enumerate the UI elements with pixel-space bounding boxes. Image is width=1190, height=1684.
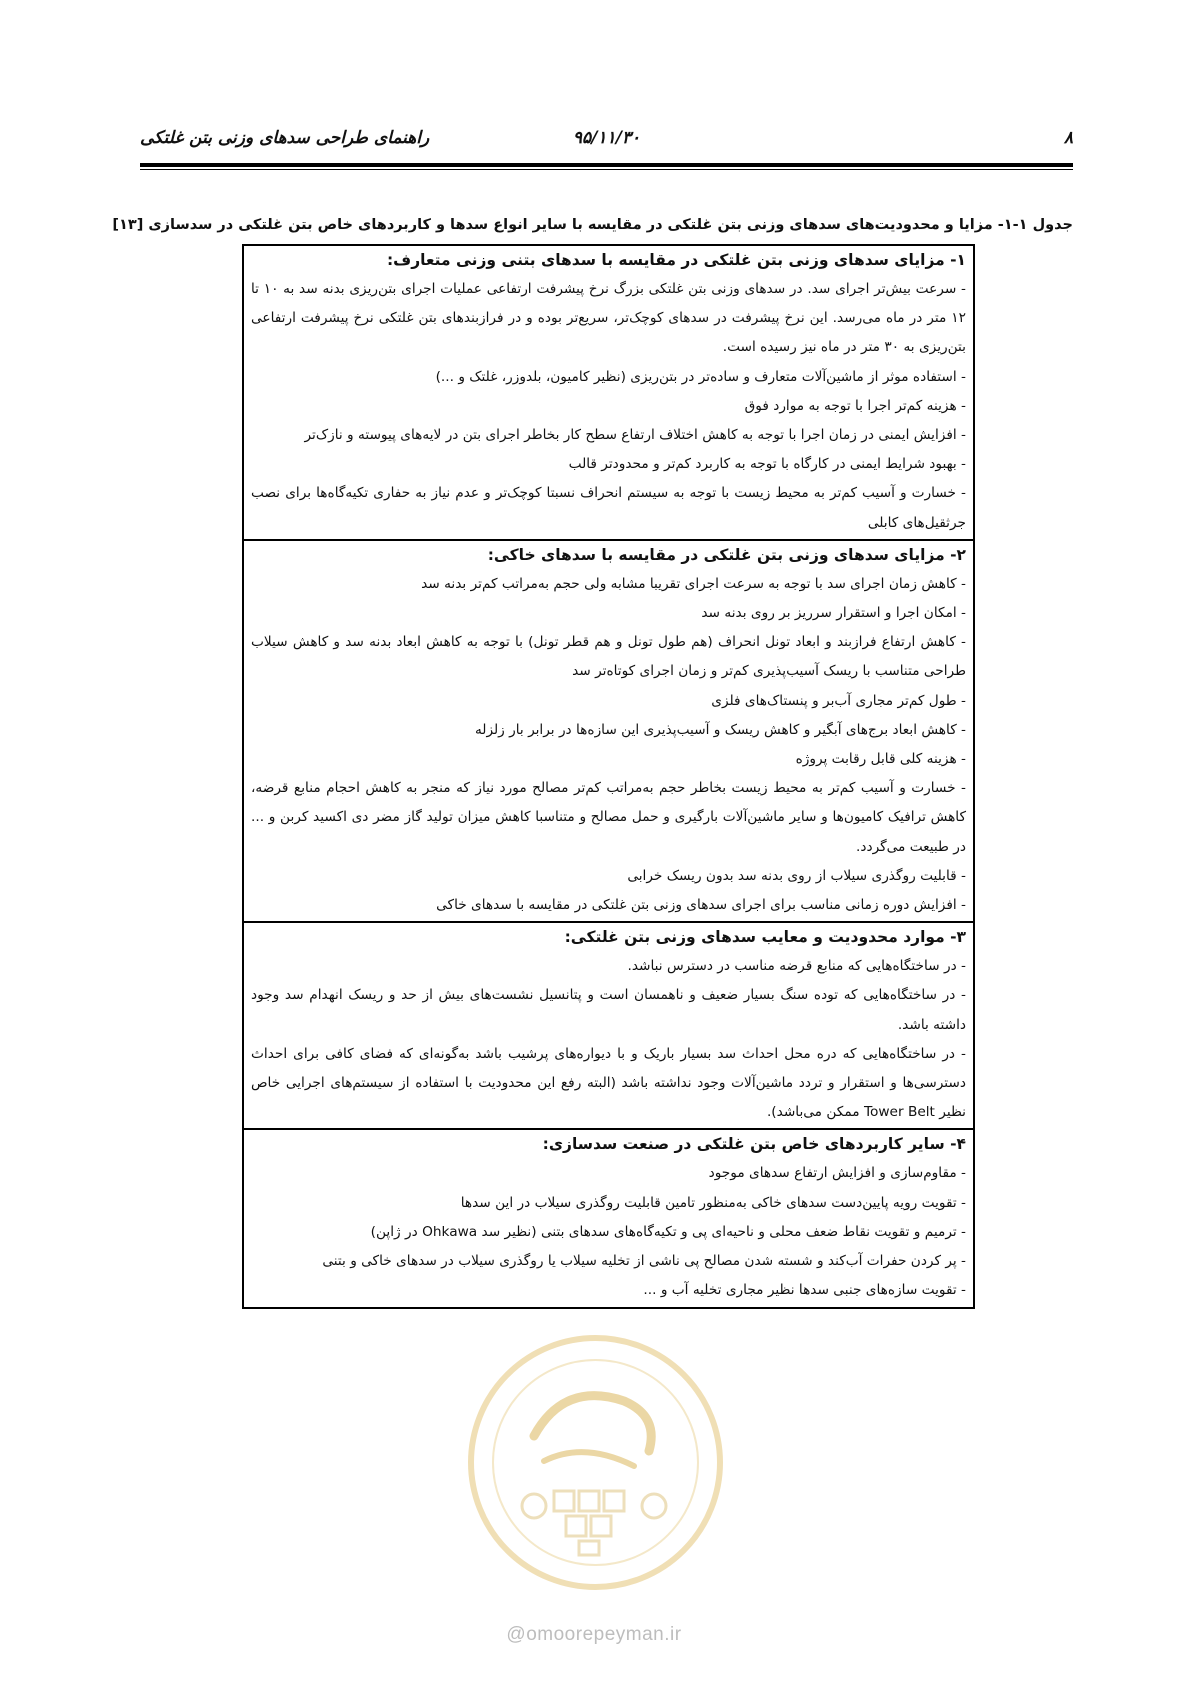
list-item: - سرعت بیش‌تر اجرای سد. در سدهای وزنی بتن غلتکی بزرگ نرخ پیشرفت ارتفاعی عملیات اجرای بتن‌ریزی بدنه سد به ۱۰ تا ۱۲ متر در ماه می‌رسد. این نرخ پیشرفت در سدهای کوچک‌تر، سریع‌تر بوده و در فرازبندهای بتن غلتکی نرخ پیشرفت ارتفاعی بتن‌ریزی به ۳۰ متر در ماه نیز رسیده است. [251,281,966,356]
list-item: - ترمیم و تقویت نقاط ضعف محلی و ناحیه‌ای پی و تکیه‌گاه‌های سدهای بتنی (نظیر سد Ohkawa در ژاپن) [370,1223,966,1240]
list-item: - خسارت و آسیب کم‌تر به محیط زیست بخاطر حجم به‌مراتب کم‌تر مصالح مورد نیاز که منجر به کاهش احجام منابع قرضه، کاهش ترافیک کامیون‌ها و سایر ماشین‌آلات بارگیری و حمل مصالح و متناسبا کاهش میزان تولید گاز مضر دی اکسید کربن و ... در طبیعت می‌گردد. [251,780,966,855]
list-item: - در ساختگاه‌هایی که توده سنگ بسیار ضعیف و ناهمسان است و پتانسیل نشست‌های بیش از حد و ریسک انهدام سد وجود داشته باشد. [251,987,966,1033]
list-item: - تقویت سازه‌های جنبی سدها نظیر مجاری تخلیه آب و ... [643,1282,966,1299]
header-rule-thick [140,163,1073,167]
list-item: - امکان اجرا و استقرار سرریز بر روی بدنه سد [701,605,966,622]
page-header [140,128,1073,154]
table-section [244,246,973,541]
list-item: - در ساختگاه‌هایی که منابع قرضه مناسب در دسترس نباشد. [627,958,966,975]
list-item: - تقویت رویه پایین‌دست سدهای خاکی به‌منظور تامین قابلیت روگذری سیلاب در این سدها [460,1194,966,1211]
table-caption: جدول ۱-۱- مزایا و محدودیت‌های سدهای وزنی بتن غلتکی در مقایسه با سایر انواع سدها و کاربردهای خاص بتن غلتکی در سدسازی [۱۳] [112,217,1073,233]
header-rule-thin [140,169,1073,170]
list-item: - خسارت و آسیب کم‌تر به محیط زیست با توجه به سیستم انحراف نسبتا کوچک‌تر و عدم نیاز به حفاری تکیه‌گاه‌ها برای نصب جرثقیل‌های کابلی [251,485,966,531]
header-date: ۹۵/۱۱/۳۰ [572,128,641,148]
list-item: - بهبود شرایط ایمنی در کارگاه با توجه به کاربرد کم‌تر و محدودتر قالب [568,456,966,473]
table-section [244,541,973,923]
list-item: - هزینه کلی قابل رقابت پروژه [795,751,966,768]
list-item: - قابلیت روگذری سیلاب از روی بدنه سد بدون ریسک خرابی [627,867,966,884]
list-item: - هزینه کم‌تر اجرا با توجه به موارد فوق [744,397,966,414]
section-heading: ۱- مزایای سدهای وزنی بتن غلتکی در مقایسه با سدهای بتنی وزنی متعارف: [386,251,966,269]
seal-graphic [474,1341,717,1584]
section-heading: ۲- مزایای سدهای وزنی بتن غلتکی در مقایسه با سدهای خاکی: [487,545,966,564]
list-item: - کاهش ابعاد برج‌های آبگیر و کاهش ریسک و آسیب‌پذیری این سازه‌ها در برابر بار زلزله [474,721,966,738]
list-item: - طول کم‌تر مجاری آب‌بر و پنستاک‌های فلزی [711,692,966,709]
list-item: - مقاوم‌سازی و افزایش ارتفاع سدهای موجود [708,1165,966,1182]
list-item: - افزایش ایمنی در زمان اجرا با توجه به کاهش اختلاف ارتفاع سطح کار بخاطر اجرای بتن در لایه‌های پیوسته و نازک‌تر [304,427,966,444]
list-item: - استفاده موثر از ماشین‌آلات متعارف و ساده‌تر در بتن‌ریزی (نظیر کامیون، بلدوزر، غلتک و ...) [435,368,966,385]
table-section [244,1130,973,1306]
running-title: راهنمای طراحی سدهای وزنی بتن غلتکی [140,128,430,148]
watermark-site: @omoorepeyman.ir [506,1624,682,1645]
section-heading: ۳- موارد محدودیت و معایب سدهای وزنی بتن غلتکی: [564,928,966,947]
table-section [244,923,973,1130]
list-item: - کاهش ارتفاع فرازبند و ابعاد تونل انحراف (هم طول تونل و هم قطر تونل) با توجه به کاهش ابعاد بدنه سد و کاهش سیلاب طراحی متناسب با ریسک آسیب‌پذیری کم‌تر و زمان اجرای کوتاه‌تر سد [251,634,966,680]
section-heading: ۴- سایر کاربردهای خاص بتن غلتکی در صنعت سدسازی: [542,1135,966,1154]
list-item: - در ساختگاه‌هایی که دره محل احداث سد بسیار باریک و با دیواره‌های پرشیب باشد به‌گونه‌ای که فضای کافی برای احداث دسترسی‌ها و استقرار و تردد ماشین‌آلات وجود نداشته باشد (البته رفع این محدودیت با استفاده از سیستم‌های اجرایی خاص نظیر Tower Belt ممکن می‌باشد). [251,1045,966,1121]
page-number: ۸ [1063,128,1073,148]
list-item: - کاهش زمان اجرای سد با توجه به سرعت اجرای تقریبا مشابه ولی حجم به‌مراتب کم‌تر بدنه سد [421,575,966,592]
list-item: - پر کردن حفرات آب‌کند و شسته شدن مصالح پی ناشی از تخلیه سیلاب یا روگذری سیلاب در سدهای خاکی و بتنی [322,1253,966,1270]
list-item: - افزایش دوره زمانی مناسب برای اجرای سدهای وزنی بتن غلتکی در مقایسه با سدهای خاکی [436,897,966,914]
omoorepeyman-seal-icon [468,1335,723,1590]
advantages-table [242,244,975,1309]
